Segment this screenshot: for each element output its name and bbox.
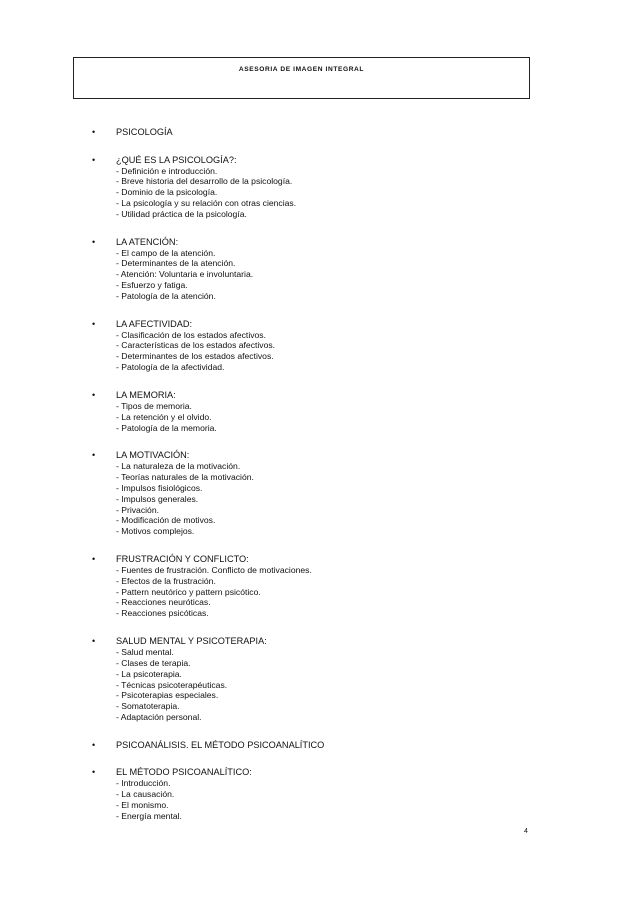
section-subitem: - Atención: Voluntaria e involuntaria. xyxy=(116,269,254,280)
section-subitem: - Técnicas psicoterapéuticas. xyxy=(116,679,228,690)
section-subitem: - La psicoterapia. xyxy=(116,668,182,679)
outline-section xyxy=(92,554,532,620)
outline-section xyxy=(92,390,532,434)
section-subitem: - Privación. xyxy=(116,504,159,515)
section-title: EL MÉTODO PSICOANALÍTICO: xyxy=(116,767,252,778)
section-subitem: - Clasificación de los estados afectivos. xyxy=(116,329,266,340)
section-subitem: - Determinantes de los estados afectivos. xyxy=(116,351,274,362)
section-subitem: - Introducción. xyxy=(116,778,171,789)
section-title: SALUD MENTAL Y PSICOTERAPIA: xyxy=(116,635,267,646)
section-subitem: - Patología de la atención. xyxy=(116,291,216,302)
outline-section xyxy=(92,740,532,751)
section-subitem: - La causación. xyxy=(116,789,175,800)
section-subitem: - Pattern neutórico y pattern psicótico. xyxy=(116,586,261,597)
section-subitem: - Energía mental. xyxy=(116,810,182,821)
header-title: ASESORIA DE IMAGEN INTEGRAL xyxy=(238,66,365,73)
section-subitem: - Dominio de la psicología. xyxy=(116,187,218,198)
section-subitem: - Características de los estados afectivos. xyxy=(116,340,276,351)
section-title: LA MEMORIA: xyxy=(116,389,176,400)
outline-section xyxy=(92,237,532,303)
bullet-icon: • xyxy=(92,767,96,778)
section-subitem: - Reacciones neuróticas. xyxy=(116,597,211,608)
section-subitem: - Somatoterapia. xyxy=(116,701,180,712)
section-subitem: - Motivos complejos. xyxy=(116,526,195,537)
section-subitem: - Esfuerzo y fatiga. xyxy=(116,280,188,291)
bullet-icon: • xyxy=(92,154,96,165)
section-subitem: - La psicología y su relación con otras ciencias. xyxy=(116,198,297,209)
section-subitem: - Modificación de motivos. xyxy=(116,515,216,526)
section-title: LA AFECTIVIDAD: xyxy=(116,318,193,329)
section-subitem: - Impulsos generales. xyxy=(116,493,199,504)
bullet-icon: • xyxy=(92,449,96,460)
section-subitem: - La retención y el olvido. xyxy=(116,411,212,422)
section-title: PSICOANÁLISIS. EL MÉTODO PSICOANALÍTICO xyxy=(116,739,325,750)
section-subitem: - Fuentes de frustración. Conflicto de motivaciones. xyxy=(116,564,312,575)
section-subitem: - La naturaleza de la motivación. xyxy=(116,460,241,471)
outline-section xyxy=(92,767,532,822)
section-title: PSICOLOGÍA xyxy=(116,127,173,137)
bullet-icon: • xyxy=(92,236,96,247)
section-subitem: - Teorías naturales de la motivación. xyxy=(116,471,254,482)
section-subitem: - Efectos de la frustración. xyxy=(116,575,216,586)
section-subitem: - Psicoterapias especiales. xyxy=(116,690,219,701)
outline-section xyxy=(92,450,532,537)
section-subitem: - Reacciones psicóticas. xyxy=(116,608,209,619)
section-subitem: - Salud mental. xyxy=(116,646,174,657)
section-subitem: - Breve historia del desarrollo de la psicología. xyxy=(116,176,293,187)
bullet-icon: • xyxy=(92,389,96,400)
section-subitem: - El monismo. xyxy=(116,799,169,810)
section-subitem: - Adaptación personal. xyxy=(116,712,202,723)
section-title: LA ATENCIÓN: xyxy=(116,236,179,247)
document-body xyxy=(92,127,532,838)
bullet-icon: • xyxy=(92,635,96,646)
section-subitem: - Patología de la memoria. xyxy=(116,422,217,433)
section-title: LA MOTIVACIÓN: xyxy=(116,449,190,460)
bullet-icon: • xyxy=(92,127,96,137)
section-title: FRUSTRACIÓN Y CONFLICTO: xyxy=(116,553,249,564)
section-subitem: - Determinantes de la atención. xyxy=(116,258,236,269)
outline-section xyxy=(92,636,532,723)
bullet-icon: • xyxy=(92,739,96,750)
header-box xyxy=(73,57,530,99)
section-subitem: - Utilidad práctica de la psicología. xyxy=(116,209,247,220)
section-subitem: - El campo de la atención. xyxy=(116,247,216,258)
section-subitem: - Tipos de memoria. xyxy=(116,400,192,411)
outline-section xyxy=(92,155,532,221)
section-subitem: - Impulsos fisiológicos. xyxy=(116,482,203,493)
page-number: 4 xyxy=(524,828,528,835)
section-title: ¿QUÉ ES LA PSICOLOGÍA?: xyxy=(116,154,237,165)
section-subitem: - Patología de la afectividad. xyxy=(116,362,225,373)
outline-section xyxy=(92,127,532,138)
bullet-icon: • xyxy=(92,318,96,329)
section-subitem: - Clases de terapia. xyxy=(116,657,191,668)
bullet-icon: • xyxy=(92,553,96,564)
outline-section xyxy=(92,319,532,374)
section-subitem: - Definición e introducción. xyxy=(116,165,218,176)
